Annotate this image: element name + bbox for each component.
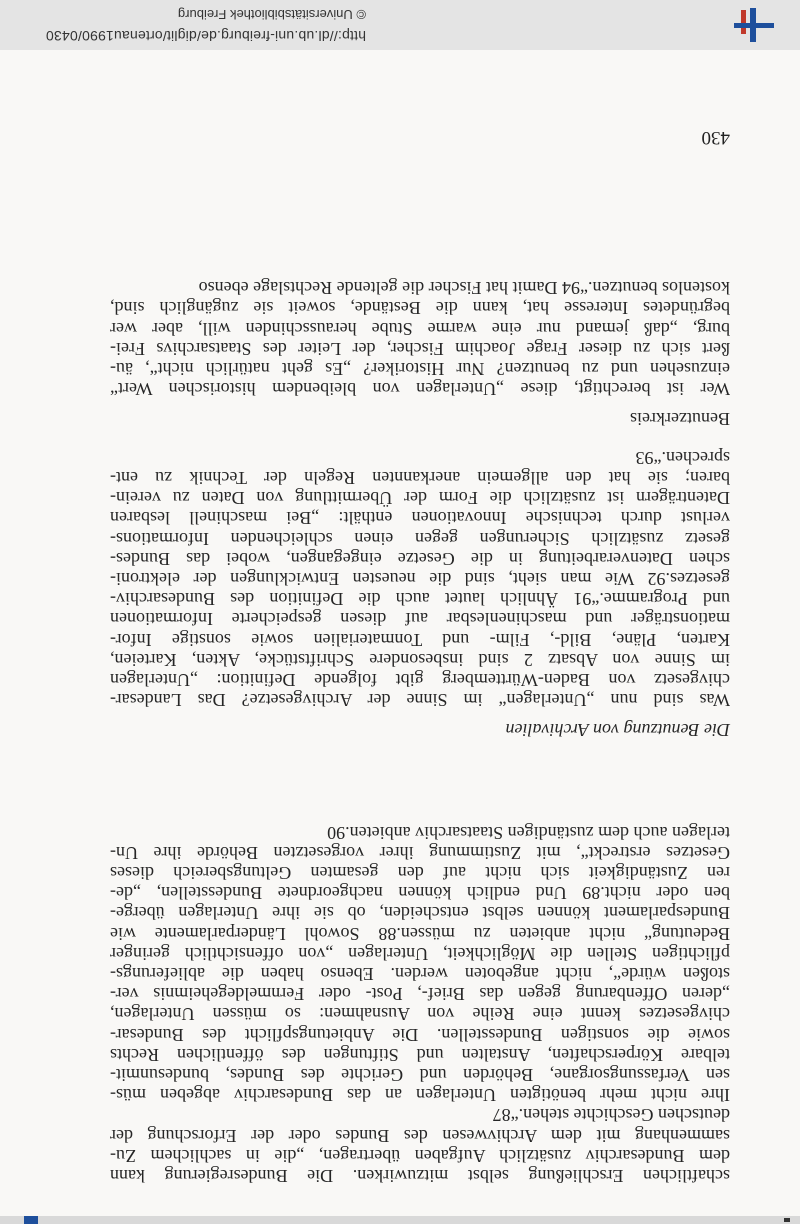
text-line: sen Verfassungsorgane, Behörden und Gerichte des Bundes, bundesunmit- [110,1064,730,1085]
text-line: Bedeutung“ nicht anbieten zu müssen.88 Sowohl Länderparlamente wie [110,923,730,944]
text-line: sprechen.“93 [635,447,730,468]
text-line: dem Bundesarchiv zusätzlich Aufgaben übertragen, „die in sachlichem Zu- [110,1145,730,1166]
text-line: Bundesparlament können selbst entscheiden, ob sie ihre Unterlagen überge- [110,903,730,924]
paragraph [110,278,730,399]
text-line: terlagen auch dem zuständigen Staatsarchiv anbieten.90 [327,822,730,843]
text-line: einzusehen und zu benutzen? Nur Historiker? „Es geht natürlich nicht“, äu- [110,359,730,380]
text-line: chivgesetz von Baden-Württemberg gibt folgende Definition: „Unterlagen [110,669,730,690]
paragraph [110,448,730,711]
section-gap [110,760,730,822]
text-line: ßert sich zu dieser Frage Joachim Fischer, der Leiter des Staatsarchivs Frei- [110,338,730,359]
text-line: „deren Offenbarung gegen das Brief-, Post- oder Fernmeldegeheimnis ver- [110,984,730,1005]
text-line: gesetz zusätzlich Sicherungen gegen einen schleichenden Informations- [110,528,730,549]
text-line: Karten, Pläne, Bild-, Film- und Tonmaterialien sowie sonstige Infor- [110,629,730,650]
text-line: verlust durch technische Innovationen enthält: „Bei maschinell lesbaren [110,508,730,529]
text-line: stoßen würde“, nicht angeboten werden. Ebenso haben die ablieferungs- [110,963,730,984]
ub-freiburg-logo-icon[interactable] [730,6,778,44]
page-number: 430 [701,127,730,148]
paragraph [110,1105,730,1186]
bar-marker [784,1218,790,1222]
text-line: Gesetzes erstreckt“, mit Zustimmung ihrer vorgesetzten Behörde ihre Un- [110,842,730,863]
text-line: schen Datenverarbeitung in die Gesetze eingegangen, wobei das Bundes- [110,548,730,569]
text-line: ben oder nicht.89 Und endlich können nachgeordnete Bundesstellen, „de- [110,883,730,904]
text-line: Datenträgern ist zusätzlich die Form der Übermittlung von Daten zu verein- [110,488,730,509]
text-line: baren; sie hat den allgemein anerkannten Regeln der Technik zu ent- [110,467,730,488]
viewer-header [0,0,800,50]
text-line: gesetzes.92 Wie man sieht, sind die neuesten Entwicklungen der elektroni- [110,568,730,589]
viewer-bottom-bar [0,1216,800,1224]
document-url[interactable]: http://dl.ub.uni-freiburg.de/diglit/ortenau1990/0430 [45,28,366,44]
text-line: pflichtigen Stellen die Möglichkeit, Unterlagen „von offensichtlich geringer [110,943,730,964]
text-line: Ihre nicht mehr benötigten Unterlagen an das Bundesarchiv abgeben müs- [110,1085,730,1106]
text-line: Was sind nun „Unterlagen“ im Sinne der Archivgesetze? Das Landesar- [110,690,730,711]
text-line: begründetes Interesse hat, kann die Bestände, soweit sie zugänglich sind, [110,298,730,319]
section-heading: Benutzerkreis [630,409,730,430]
text-line: deutschen Geschichte stehen.“87 [492,1105,730,1126]
text-line: und Programme.“91 Ähnlich lautet auch die Definition des Bundesarchiv- [110,589,730,610]
text-line: sammenhang mit dem Archivwesen des Bundes oder der Erforschung der [110,1125,730,1146]
text-line: sowie die sonstigen Bundesstellen. Die Anbietungspflicht des Bundesar- [110,1024,730,1045]
text-line: mationsträger und maschinenlesbar auf diesen gespeicherte Informationen [110,609,730,630]
text-line: im Sinne von Absatz 2 sind insbesondere Schriftstücke, Akten, Karteien, [110,649,730,670]
section-heading: Die Benutzung von Archivalien [505,720,730,741]
text-line: kostenlos benutzen.“94 Damit hat Fischer die geltende Rechtslage ebenso [198,278,730,299]
copyright-notice: © Universitätsbibliothek Freiburg [177,7,366,22]
text-line: ren Zuständigkeit sich nicht auf den gesamten Geltungsbereich dieses [110,862,730,883]
text-line: chivgesetzes kennt eine Reihe von Ausnahmen: so müssen Unterlagen, [110,1004,730,1025]
bar-accent-marker [24,1216,38,1224]
text-line: burg, „daß jemand nur eine warme Stube herausschinden will, aber wer [110,318,730,339]
scanned-page [0,50,800,1216]
page-text [110,278,730,1186]
paragraph [110,822,730,1105]
text-line: telbare Körperschaften, Anstalten und Stiftungen des öffentlichen Rechts [110,1044,730,1065]
text-line: schaftlichen Erschließung selbst mitzuwirken. Die Bundesregierung kann [110,1166,730,1186]
text-line: Wer ist berechtigt, diese „Unterlagen von bleibendem historischen Wert“ [110,379,730,400]
